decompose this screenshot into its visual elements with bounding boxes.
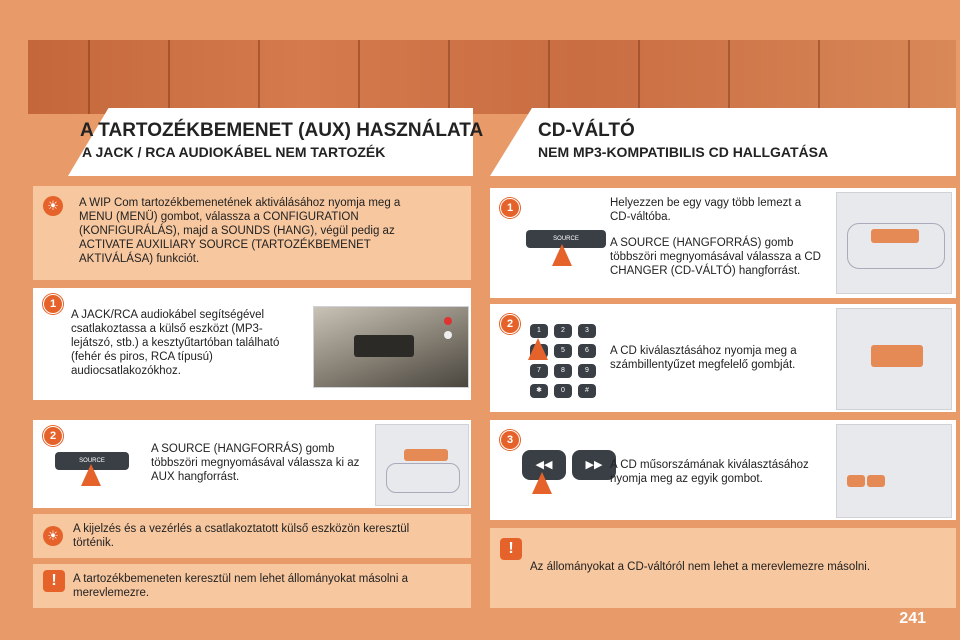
source-button[interactable]: SOURCE [526,230,606,248]
step1-badge: 1 [43,294,63,314]
glovebox-photo [313,306,469,388]
rca-white-socket [444,331,452,339]
cd-step1-panel [490,188,956,298]
cd-step2-panel [490,304,956,412]
cd-step3-panel [490,420,956,520]
cd-step3-text: A CD műsorszámának kiválasztásához nyomja meg az egyik gombot. [610,459,809,485]
radio-panel-figure [836,424,952,518]
sun-icon: ☀ [43,196,63,216]
radio-controls [847,223,945,269]
cd-step1-text-a: Helyezzen be egy vagy több lemezt a CD-váltóba. [610,197,802,223]
cd-step3-badge: 3 [500,430,520,450]
source-button[interactable]: SOURCE [55,452,129,470]
up-arrow-icon [528,338,548,360]
step1-text: A JACK/RCA audiokábel segítségével csatlakoztassa a külső eszközt (MP3-lejátszó, stb.) a kesztyűtartóban található (fehér és piros, RCA típusú) audiocsatlakozókhoz. [71,309,280,377]
up-arrow-icon [552,244,572,266]
left-subtitle: A JACK / RCA AUDIOKÁBEL NEM TARTOZÉK [82,144,386,160]
key-3[interactable]: 3 [578,324,596,338]
right-warning-panel [490,528,956,608]
cd-step2-badge: 2 [500,314,520,334]
intro-text: A WIP Com tartozékbemenetének aktiválásához nyomja meg a MENU (MENÜ) gombot, válassza a CONFIGURATION (KONFIGURÁLÁS), majd a SOUNDS (HANG), végül pedig az ACTIVATE AUXILIARY SOURCE (TARTOZÉKBEMENET AKTIVÁLÁSA) funkciót. [79,197,401,265]
key-2[interactable]: 2 [554,324,572,338]
key-star[interactable]: ✱ [530,384,548,398]
right-subtitle: NEM MP3-KOMPATIBILIS CD HALLGATÁSA [538,144,829,160]
step2-text: A SOURCE (HANGFORRÁS) gomb többszöri megnyomásával válassza ki az AUX hangforrást. [151,443,360,483]
step2-panel [33,420,471,508]
left-warning-text: A tartozékbemeneten keresztül nem lehet állományokat másolni a merevlemezre. [73,573,408,599]
page-number: 241 [899,610,926,627]
up-arrow-icon [532,472,552,494]
exclamation-icon: ! [43,570,65,592]
cd-step1-text-b: A SOURCE (HANGFORRÁS) gomb többszöri megnyomásával válassza a CD CHANGER (CD-VÁLTÓ) hangforrást. [610,237,821,277]
key-4[interactable]: 4 [530,344,548,358]
key-6[interactable]: 6 [578,344,596,358]
intro-panel [33,186,471,280]
cd-step2-text: A CD kiválasztásához nyomja meg a számbillentyűzet megfelelő gombját. [610,345,797,371]
right-header [490,108,956,176]
highlighted-seek-back [847,475,865,487]
cd-step1-badge: 1 [500,198,520,218]
sun-icon: ☀ [43,526,63,546]
key-hash[interactable]: # [578,384,596,398]
left-header [68,108,473,176]
right-warning-text: Az állományokat a CD-váltóról nem lehet a merevlemezre másolni. [530,561,871,573]
right-title: CD-VÁLTÓ [538,120,635,141]
key-1[interactable]: 1 [530,324,548,338]
keypad-figure [836,308,952,410]
glovebox-opening [354,335,414,357]
dashboard-photo-strip [28,40,956,114]
step2-badge: 2 [43,426,63,446]
key-0[interactable]: 0 [554,384,572,398]
key-7[interactable]: 7 [530,364,548,378]
rca-red-socket [444,317,452,325]
highlighted-source-knob [404,449,448,461]
up-arrow-icon [81,464,101,486]
radio-panel-figure [836,192,952,294]
highlighted-keys [871,345,923,367]
left-warning-panel [33,564,471,608]
exclamation-icon: ! [500,538,522,560]
radio-panel-figure [375,424,469,506]
seek-forward-button[interactable]: ▶▶ [572,450,616,480]
left-title: A TARTOZÉKBEMENET (AUX) HASZNÁLATA [80,120,484,141]
step1-panel [33,288,471,400]
key-8[interactable]: 8 [554,364,572,378]
tip-text: A kijelzés és a vezérlés a csatlakoztatott külső eszközön keresztül történik. [73,523,410,549]
key-9[interactable]: 9 [578,364,596,378]
seek-back-button[interactable]: ◀◀ [522,450,566,480]
highlighted-seek-forward [867,475,885,487]
tip-panel [33,514,471,558]
key-5[interactable]: 5 [554,344,572,358]
radio-controls [386,463,460,493]
